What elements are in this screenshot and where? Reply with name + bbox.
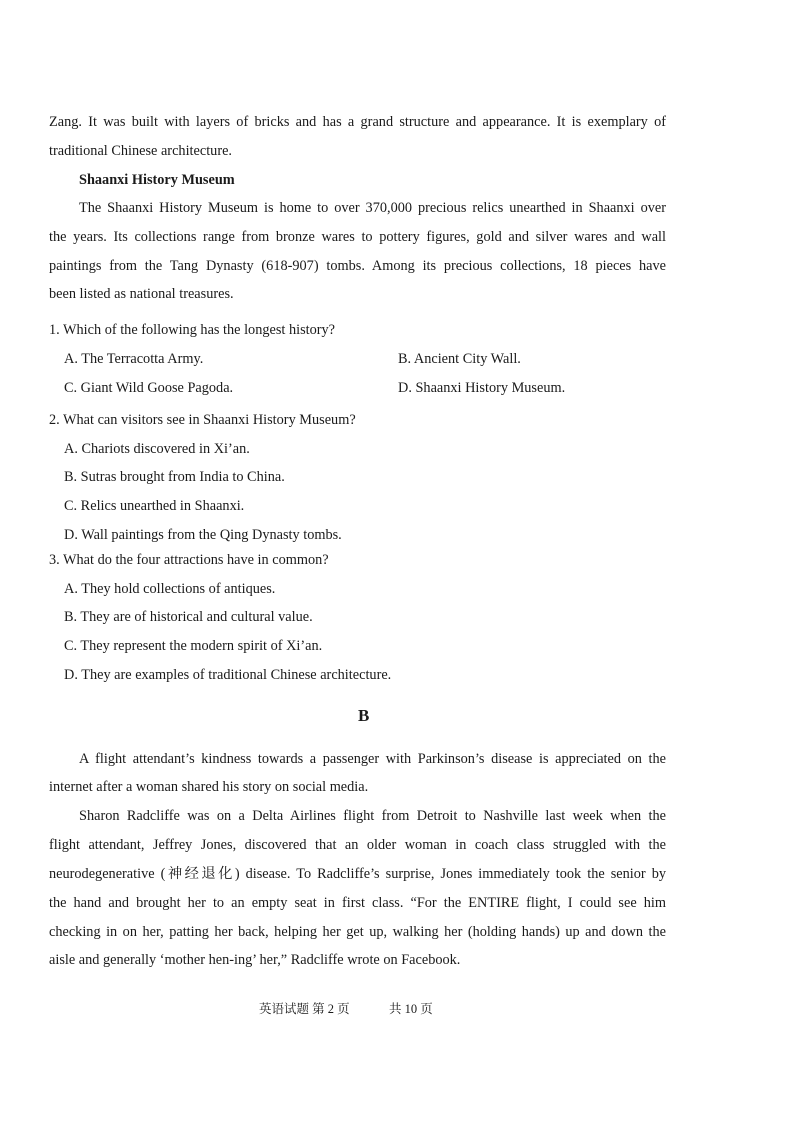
museum-para-line-2: the years. Its collections range from bronze wares to pottery figures, gold and silver wares and wall: [49, 229, 666, 245]
intro-line-1: Zang. It was built with layers of bricks and has a grand structure and appearance. It is exemplary of: [49, 114, 666, 130]
question-2-stem: 2. What can visitors see in Shaanxi History Museum?: [49, 412, 356, 428]
section-b-para2-line-5: checking in on her, patting her back, helping her get up, walking her (holding hands) up and down the: [49, 924, 666, 940]
intro-line-2: traditional Chinese architecture.: [49, 143, 233, 159]
question-2-option-b: B. Sutras brought from India to China.: [64, 469, 285, 485]
museum-heading: Shaanxi History Museum: [79, 172, 235, 188]
section-b-para2-line-3: neurodegenerative (神经退化) disease. To Radcliffe’s surprise, Jones immediately took the senior by: [49, 866, 666, 882]
section-b-para2-line-2: flight attendant, Jeffrey Jones, discovered that an older woman in coach class struggled with the: [49, 837, 666, 853]
section-b-heading: B: [358, 706, 370, 725]
footer-page-number: 英语试题 第 2 页: [259, 1002, 350, 1016]
question-1-stem: 1. Which of the following has the longest history?: [49, 322, 336, 338]
museum-para-line-4: been listed as national treasures.: [49, 286, 234, 302]
question-3-option-d: D. They are examples of traditional Chinese architecture.: [64, 667, 392, 683]
section-b-para2-line-6: aisle and generally ‘mother hen-ing’ her,” Radcliffe wrote on Facebook.: [49, 952, 461, 968]
question-2-option-d: D. Wall paintings from the Qing Dynasty tombs.: [64, 527, 342, 543]
museum-para-line-1: The Shaanxi History Museum is home to over 370,000 precious relics unearthed in Shaanxi over: [79, 200, 666, 216]
question-3-stem: 3. What do the four attractions have in common?: [49, 552, 329, 568]
section-b-para1-line-2: internet after a woman shared his story on social media.: [49, 779, 369, 795]
question-1-option-c: C. Giant Wild Goose Pagoda.: [64, 380, 234, 396]
question-1-option-b: B. Ancient City Wall.: [398, 351, 521, 367]
question-3-option-a: A. They hold collections of antiques.: [64, 581, 276, 597]
question-1-option-d: D. Shaanxi History Museum.: [398, 380, 566, 396]
question-2-option-c: C. Relics unearthed in Shaanxi.: [64, 498, 245, 514]
section-b-para1-line-1: A flight attendant’s kindness towards a passenger with Parkinson’s disease is appreciated on the: [79, 751, 666, 767]
question-3-option-c: C. They represent the modern spirit of Xi’an.: [64, 638, 323, 654]
section-b-para2-line-4: the hand and brought her to an empty seat in first class. “For the ENTIRE flight, I could see him: [49, 895, 666, 911]
question-1-option-a: A. The Terracotta Army.: [64, 351, 204, 367]
question-2-option-a: A. Chariots discovered in Xi’an.: [64, 441, 250, 457]
footer-total-pages: 共 10 页: [389, 1002, 433, 1016]
question-3-option-b: B. They are of historical and cultural value.: [64, 609, 313, 625]
museum-para-line-3: paintings from the Tang Dynasty (618-907) tombs. Among its precious collections, 18 pieces have: [49, 258, 666, 274]
section-b-para2-line-1: Sharon Radcliffe was on a Delta Airlines flight from Detroit to Nashville last week when the: [79, 808, 666, 824]
